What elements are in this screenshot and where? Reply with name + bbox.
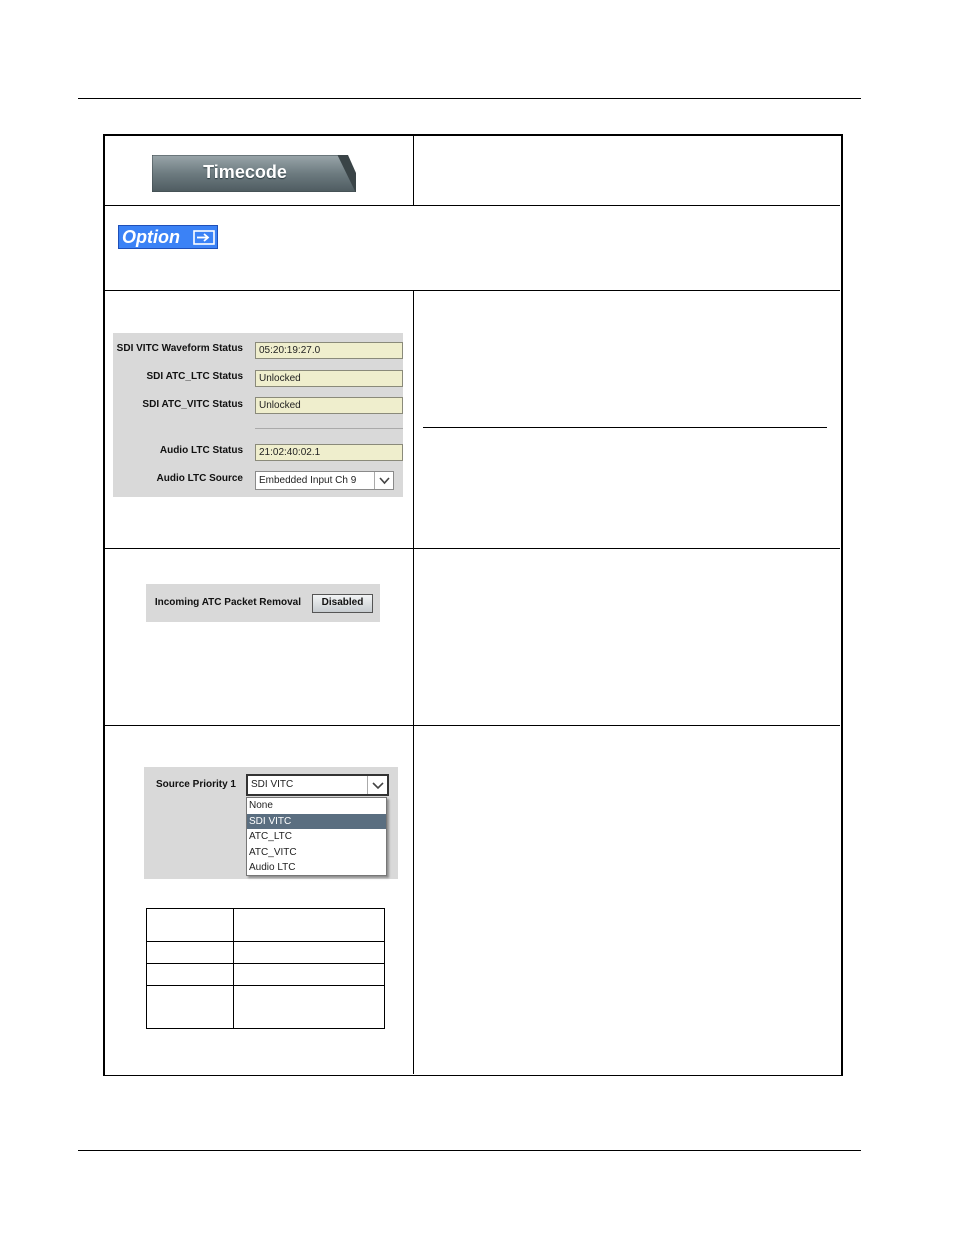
table-column-divider [413,290,414,1074]
source-priority-dropdown [246,797,387,876]
priority-table-column-divider [233,908,234,1029]
chevron-down-icon[interactable] [374,472,393,489]
dropdown-option[interactable]: ATC_VITC [249,846,297,858]
panel-separator [255,428,403,429]
priority-table [146,908,385,1029]
option-arrow-icon [193,230,215,245]
table-row-divider [105,290,840,291]
audio-ltc-source-label: Audio LTC Source [156,473,243,484]
priority-table-row-divider [146,963,385,964]
priority-table-row-divider [146,985,385,986]
dropdown-option[interactable]: None [249,800,273,811]
table-row-divider [105,205,840,206]
description-rule [423,427,827,428]
dropdown-option[interactable]: ATC_LTC [249,831,292,842]
status-field: 21:02:40:02.1 [255,444,403,461]
table-row-divider [105,725,840,726]
option-badge-label: Option [122,227,180,247]
priority-table-row-divider [146,941,385,942]
dropdown-option[interactable]: Audio LTC [249,862,296,873]
status-field: Unlocked [255,397,403,414]
atc-packet-removal-button[interactable]: Disabled [312,594,373,613]
timecode-tab-label: Timecode [203,162,287,182]
status-label: Audio LTC Status [159,445,243,456]
footer-rule [78,1150,861,1151]
audio-ltc-source-value: Embedded Input Ch 9 [259,475,357,486]
atc-packet-removal-label: Incoming ATC Packet Removal [154,597,301,608]
dropdown-option-selected[interactable]: SDI VITC [247,814,386,830]
source-priority-label: Source Priority 1 [155,779,236,790]
status-label: SDI ATC_LTC Status [146,371,243,382]
header-rule [78,98,861,99]
status-field: Unlocked [255,370,403,387]
table-row-divider [105,548,840,549]
source-priority-value: SDI VITC [251,779,294,790]
table-column-divider [413,136,414,205]
status-label: SDI VITC Waveform Status [116,343,243,354]
status-field: 05:20:19:27.0 [255,342,403,359]
chevron-down-icon[interactable] [367,776,387,794]
status-label: SDI ATC_VITC Status [142,399,243,410]
